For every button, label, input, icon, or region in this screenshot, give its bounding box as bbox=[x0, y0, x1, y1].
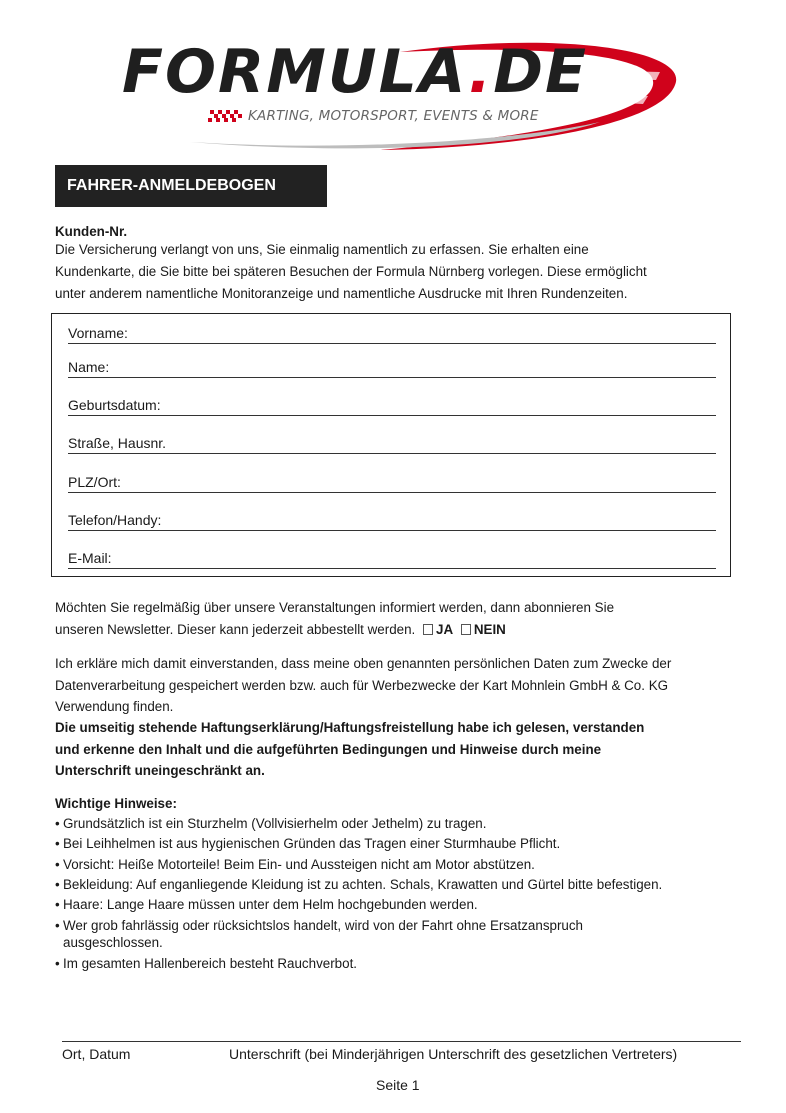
street-field[interactable] bbox=[68, 433, 716, 454]
logo-dot: . bbox=[468, 37, 494, 107]
consent-line-2: Datenverarbeitung gespeichert werden bzw. auch für Werbezwecke der Kart Mohnlein GmbH & Co. KG bbox=[55, 678, 669, 693]
newsletter-line-2 bbox=[55, 619, 506, 640]
notes-heading: Wichtige Hinweise: bbox=[55, 796, 177, 811]
consent-line-3: Verwendung finden. bbox=[55, 699, 174, 714]
intro-line-2: Kundenkarte, die Sie bitte bei späteren Besuchen der Formula Nürnberg vorlegen. Diese ermöglicht bbox=[55, 264, 647, 279]
newsletter-text: unseren Newsletter. Dieser kann jederzeit abbestellt werden. bbox=[55, 622, 416, 637]
note-item: • Vorsicht: Heiße Motorteile! Beim Ein- und Aussteigen nicht am Motor abstützen. bbox=[55, 857, 535, 872]
birthdate-field[interactable] bbox=[68, 395, 716, 416]
liability-line-2: und erkenne den Inhalt und die aufgeführten Bedingungen und Hinweise durch meine bbox=[55, 742, 602, 757]
page-number: Seite 1 bbox=[376, 1077, 420, 1093]
liability-line-3: Unterschrift uneingeschränkt an. bbox=[55, 763, 265, 778]
newsletter-no-checkbox[interactable] bbox=[461, 624, 471, 635]
birthdate-label: Geburtsdatum: bbox=[68, 397, 161, 413]
driver-details-form bbox=[51, 313, 731, 577]
logo-tagline: KARTING, MOTORSPORT, EVENTS & MORE bbox=[248, 108, 539, 124]
newsletter-yes-checkbox[interactable] bbox=[423, 624, 433, 635]
first-name-field[interactable] bbox=[68, 323, 716, 344]
zip-city-label: PLZ/Ort: bbox=[68, 474, 121, 490]
phone-field[interactable] bbox=[68, 510, 716, 531]
logo-wordmark bbox=[122, 37, 588, 107]
note-item-continuation: ausgeschlossen. bbox=[63, 935, 163, 950]
form-title-text: FAHRER-ANMELDEBOGEN bbox=[67, 177, 276, 194]
note-item: • Wer grob fahrlässig oder rücksichtslos handelt, wird von der Fahrt ohne Ersatzanspruch bbox=[55, 918, 584, 933]
last-name-label: Name: bbox=[68, 359, 110, 375]
newsletter-line-1: Möchten Sie regelmäßig über unsere Veranstaltungen informiert werden, dann abonnieren Sie bbox=[55, 600, 615, 615]
logo-brand-suffix: DE bbox=[493, 37, 588, 107]
intro-line-1: Die Versicherung verlangt von uns, Sie einmalig namentlich zu erfassen. Sie erhalten eine bbox=[55, 242, 589, 257]
liability-line-1: Die umseitig stehende Haftungserklärung/Haftungsfreistellung habe ich gelesen, verstanden bbox=[55, 720, 645, 735]
email-label: E-Mail: bbox=[68, 550, 112, 566]
newsletter-no-label: NEIN bbox=[473, 622, 506, 637]
formula-de-logo bbox=[100, 30, 680, 155]
note-item: • Im gesamten Hallenbereich besteht Rauchverbot. bbox=[55, 956, 358, 971]
place-date-label: Ort, Datum bbox=[62, 1046, 131, 1062]
last-name-field[interactable] bbox=[68, 357, 716, 378]
consent-line-1: Ich erkläre mich damit einverstanden, dass meine oben genannten persönlichen Daten zum Zwecke der bbox=[55, 656, 672, 671]
note-item: • Grundsätzlich ist ein Sturzhelm (Vollvisierhelm oder Jethelm) zu tragen. bbox=[55, 816, 487, 831]
form-title bbox=[55, 165, 327, 207]
checkered-flag-icon bbox=[208, 110, 244, 122]
note-item: • Bekleidung: Auf enganliegende Kleidung ist zu achten. Schals, Krawatten und Gürtel bitte befestigen. bbox=[55, 877, 663, 892]
first-name-label: Vorname: bbox=[68, 325, 128, 341]
intro-line-3: unter anderem namentliche Monitoranzeige und namentliche Ausdrucke mit Ihren Rundenzeiten. bbox=[55, 286, 628, 301]
signature-line[interactable] bbox=[62, 1041, 741, 1042]
email-field[interactable] bbox=[68, 548, 716, 569]
customer-number-label: Kunden-Nr. bbox=[55, 224, 128, 239]
street-label: Straße, Hausnr. bbox=[68, 435, 167, 451]
newsletter-yes-label: JA bbox=[436, 622, 454, 637]
phone-label: Telefon/Handy: bbox=[68, 512, 162, 528]
note-item: • Bei Leihhelmen ist aus hygienischen Gründen das Tragen einer Sturmhaube Pflicht. bbox=[55, 836, 561, 851]
note-item: • Haare: Lange Haare müssen unter dem Helm hochgebunden werden. bbox=[55, 897, 478, 912]
logo-brand: FORMULA bbox=[122, 37, 469, 107]
zip-city-field[interactable] bbox=[68, 472, 716, 493]
signature-label: Unterschrift (bei Minderjährigen Unterschrift des gesetzlichen Vertreters) bbox=[229, 1046, 678, 1062]
